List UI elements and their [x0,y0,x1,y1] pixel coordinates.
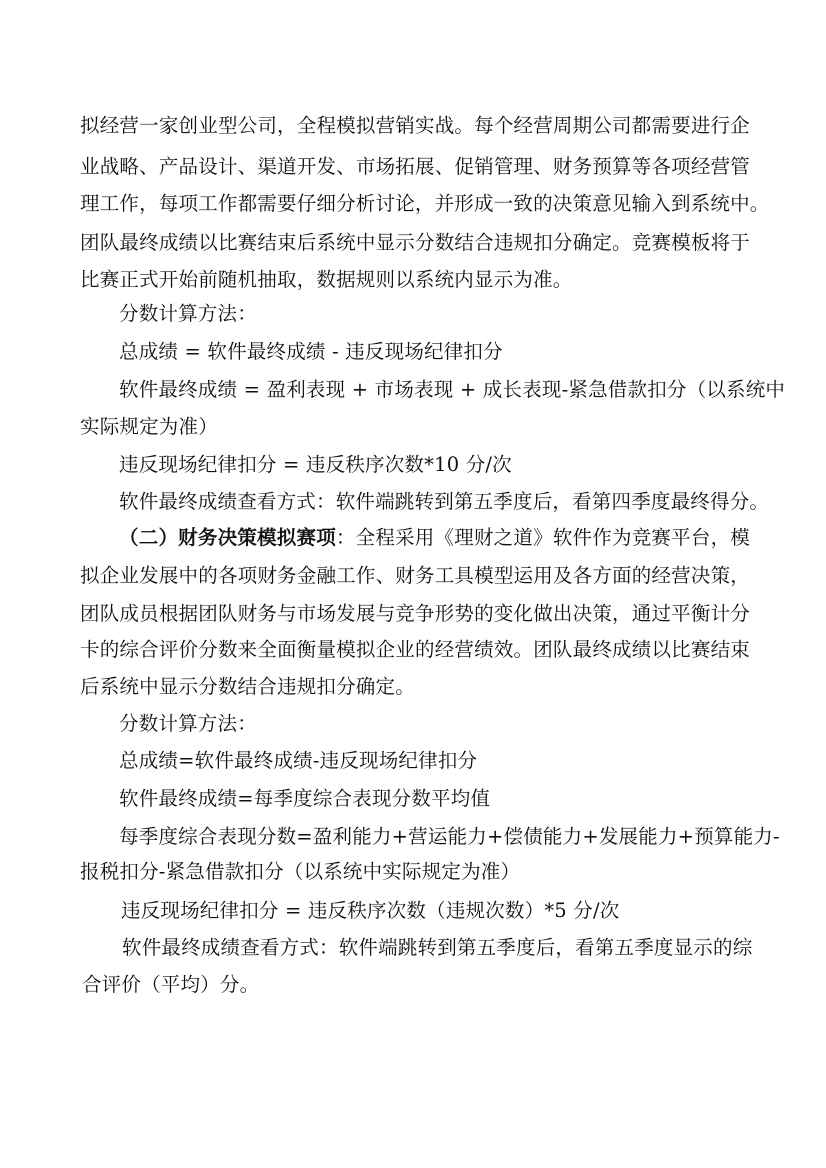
method-label: 分数计算方法： [119,302,257,325]
view-method-continued: 合评价（平均）分。 [82,973,260,996]
section-heading-line [119,528,750,548]
view-method: 软件最终成绩查看方式：软件端跳转到第五季度后，看第四季度最终得分。 [119,490,770,513]
paragraph-line: 业战略、产品设计、渠道开发、市场拓展、促销管理、财务预算等各项经营管 [80,155,750,178]
paragraph-line: 后系统中显示分数结合违规扣分确定。 [80,675,415,698]
total-formula: 总成绩=软件最终成绩-违反现场纪律扣分 [119,749,478,772]
software-formula: 软件最终成绩=每季度综合表现分数平均值 [119,787,491,810]
violation-formula: 违反现场纪律扣分 = 违反秩序次数*10 分/次 [119,453,512,476]
method-label: 分数计算方法： [119,712,257,735]
quarter-formula-continued: 报税扣分-紧急借款扣分（以系统中实际规定为准） [80,860,521,883]
paragraph-line: 拟企业发展中的各项财务金融工作、财务工具模型运用及各方面的经营决策， [80,564,750,587]
violation-formula: 违反现场纪律扣分 = 违反秩序次数（违规次数）*5 分/次 [121,899,620,922]
software-formula: 软件最终成绩 = 盈利表现 + 市场表现 + 成长表现-紧急借款扣分（以系统中 [119,378,786,401]
total-formula: 总成绩 = 软件最终成绩 - 违反现场纪律扣分 [119,340,503,363]
view-method: 软件最终成绩查看方式：软件端跳转到第五季度后，看第五季度显示的综 [122,936,753,959]
software-formula-continued: 实际规定为准） [80,415,218,438]
paragraph-line: 理工作，每项工作都需要仔细分析讨论，并形成一致的决策意见输入到系统中。 [80,192,770,215]
paragraph-line: 团队成员根据团队财务与市场发展与竞争形势的变化做出决策，通过平衡计分 [80,602,750,625]
paragraph-line: 拟经营一家创业型公司，全程模拟营销实战。每个经营周期公司都需要进行企 [80,114,750,137]
paragraph-line: 卡的综合评价分数来全面衡量模拟企业的经营绩效。团队最终成绩以比赛结束 [80,638,750,661]
section-heading: （二）财务决策模拟赛项 [119,526,336,549]
paragraph-line: 团队最终成绩以比赛结束后系统中显示分数结合违规扣分确定。竞赛模板将于 [80,231,750,254]
paragraph-line: 比赛正式开始前随机抽取，数据规则以系统内显示为准。 [80,268,573,291]
quarter-formula: 每季度综合表现分数=盈利能力+营运能力+偿债能力+发展能力+预算能力- [119,825,780,848]
paragraph-text: ：全程采用《理财之道》软件作为竞赛平台，模 [335,526,751,549]
